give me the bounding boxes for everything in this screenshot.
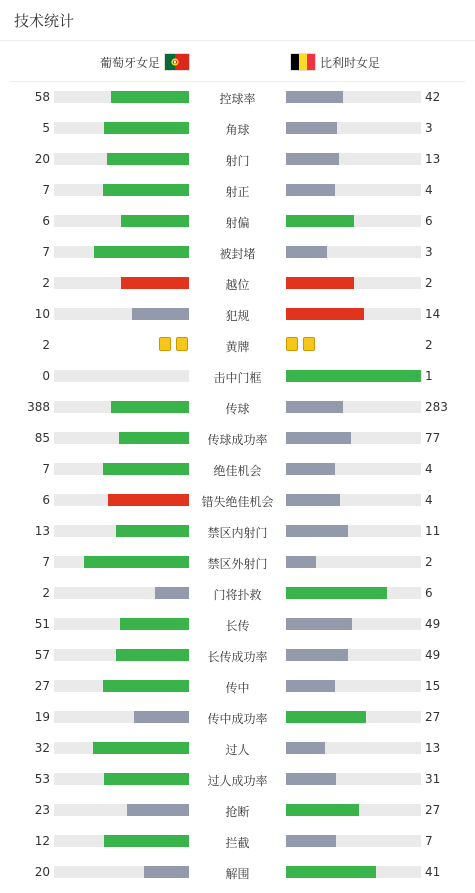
home-value: 7 (42, 245, 50, 259)
stat-row (0, 800, 475, 831)
home-bar-track (54, 835, 189, 847)
home-bar (111, 91, 189, 103)
home-bar-track (54, 742, 189, 754)
away-yellow-cards (286, 337, 315, 351)
stat-row (0, 273, 475, 304)
home-bar (107, 153, 189, 165)
home-value: 27 (34, 679, 50, 693)
stat-label: 射正 (225, 185, 250, 199)
away-bar (286, 308, 364, 320)
away-bar (286, 680, 335, 692)
home-bar (104, 773, 189, 785)
stat-label: 绝佳机会 (213, 464, 262, 478)
stat-label: 解围 (225, 867, 250, 881)
home-bar (127, 804, 189, 816)
home-bar-track (54, 587, 189, 599)
away-bar-track (286, 525, 421, 537)
stat-row (0, 335, 475, 366)
home-value: 2 (42, 276, 50, 290)
away-bar (286, 618, 352, 630)
stat-label: 拦截 (225, 836, 250, 850)
home-bar (104, 122, 189, 134)
home-bar-track (54, 246, 189, 258)
home-bar-track (54, 618, 189, 630)
stat-label: 禁区外射门 (207, 557, 268, 571)
away-bar-track (286, 680, 421, 692)
home-bar (94, 246, 189, 258)
away-value: 4 (425, 462, 433, 476)
team-header (0, 41, 475, 81)
home-team-name: 葡萄牙女足 (99, 55, 160, 70)
away-value: 14 (425, 307, 441, 321)
home-value: 57 (34, 648, 50, 662)
away-value: 13 (425, 152, 441, 166)
away-bar-track (286, 122, 421, 134)
away-bar (286, 370, 421, 382)
home-bar-track (54, 401, 189, 413)
away-value: 6 (425, 214, 433, 228)
home-bar (104, 835, 189, 847)
home-bar (93, 742, 189, 754)
stat-label: 控球率 (219, 92, 256, 106)
home-bar (108, 494, 189, 506)
away-bar-track (286, 370, 421, 382)
away-value: 2 (425, 276, 433, 290)
away-value: 41 (425, 865, 441, 879)
away-bar-track (286, 804, 421, 816)
home-value: 6 (42, 493, 50, 507)
away-bar-track (286, 215, 421, 227)
away-bar (286, 184, 335, 196)
home-bar (103, 680, 189, 692)
away-bar (286, 866, 376, 878)
home-bar (120, 618, 189, 630)
home-value: 6 (42, 214, 50, 228)
yellow-card-icon (303, 337, 315, 351)
stat-label: 禁区内射门 (207, 526, 268, 540)
away-bar (286, 401, 343, 413)
home-value: 7 (42, 183, 50, 197)
yellow-card-icon (176, 337, 188, 351)
stat-row (0, 614, 475, 645)
away-bar (286, 463, 335, 475)
stat-label: 被封堵 (219, 247, 256, 261)
away-value: 3 (425, 245, 433, 259)
home-value: 0 (42, 369, 50, 383)
home-value: 388 (27, 400, 50, 414)
page-title: 技术统计 (14, 12, 75, 30)
away-value: 49 (425, 617, 441, 631)
stat-label: 长传 (225, 619, 250, 633)
home-bar-track (54, 866, 189, 878)
away-bar (286, 246, 327, 258)
stat-label: 过人成功率 (207, 774, 268, 788)
stat-row (0, 242, 475, 273)
home-value: 85 (34, 431, 50, 445)
home-bar-track (54, 153, 189, 165)
stat-label: 犯规 (225, 309, 250, 323)
home-bar-track (54, 432, 189, 444)
belgium-flag-icon (290, 53, 316, 71)
home-bar-track (54, 773, 189, 785)
away-bar (286, 215, 354, 227)
home-bar-track (54, 556, 189, 568)
home-value: 7 (42, 462, 50, 476)
home-value: 58 (34, 90, 50, 104)
home-value: 51 (34, 617, 50, 631)
away-bar (286, 525, 348, 537)
stat-row (0, 862, 475, 893)
home-bar-track (54, 122, 189, 134)
away-value: 1 (425, 369, 433, 383)
yellow-card-icon (159, 337, 171, 351)
stat-label: 过人 (225, 743, 250, 757)
away-bar-track (286, 308, 421, 320)
home-bar (103, 184, 189, 196)
home-bar (144, 866, 189, 878)
home-bar-track (54, 308, 189, 320)
stat-label: 击中门框 (213, 371, 262, 385)
stat-row (0, 831, 475, 862)
home-value: 23 (34, 803, 50, 817)
stat-label: 传中成功率 (207, 712, 268, 726)
home-bar (119, 432, 189, 444)
home-bar (121, 215, 189, 227)
home-bar-track (54, 277, 189, 289)
home-value: 20 (34, 152, 50, 166)
home-value: 10 (34, 307, 50, 321)
stat-row (0, 645, 475, 676)
home-bar (116, 649, 189, 661)
away-bar (286, 122, 337, 134)
home-bar (134, 711, 189, 723)
stat-row (0, 707, 475, 738)
away-bar (286, 835, 336, 847)
away-bar (286, 153, 339, 165)
home-value: 20 (34, 865, 50, 879)
home-bar (84, 556, 189, 568)
away-value: 49 (425, 648, 441, 662)
away-bar (286, 711, 366, 723)
away-value: 77 (425, 431, 441, 445)
away-bar (286, 587, 387, 599)
away-bar-track (286, 463, 421, 475)
home-bar-track (54, 804, 189, 816)
away-bar (286, 277, 354, 289)
stat-row (0, 583, 475, 614)
away-bar-track (286, 587, 421, 599)
home-bar-track (54, 370, 189, 382)
home-bar-track (54, 463, 189, 475)
stat-row (0, 769, 475, 800)
stat-row (0, 521, 475, 552)
home-value: 32 (34, 741, 50, 755)
stat-label: 黄牌 (225, 340, 250, 354)
home-bar (121, 277, 189, 289)
home-team[interactable] (100, 53, 190, 71)
home-bar-track (54, 525, 189, 537)
away-bar-track (286, 773, 421, 785)
home-bar-track (54, 649, 189, 661)
home-bar (111, 401, 189, 413)
stat-label: 传球 (225, 402, 250, 416)
away-value: 11 (425, 524, 441, 538)
yellow-card-icon (286, 337, 298, 351)
stat-row (0, 211, 475, 242)
away-bar-track (286, 246, 421, 258)
home-value: 5 (42, 121, 50, 135)
away-value: 42 (425, 90, 441, 104)
stat-row (0, 304, 475, 335)
home-value: 53 (34, 772, 50, 786)
away-bar-track (286, 432, 421, 444)
home-bar-track (54, 711, 189, 723)
stat-row (0, 459, 475, 490)
away-bar (286, 556, 316, 568)
stat-label: 角球 (225, 123, 250, 137)
home-value: 2 (42, 586, 50, 600)
home-bar (116, 525, 189, 537)
away-team-name: 比利时女足 (320, 55, 381, 70)
stat-label: 门将扑救 (213, 588, 262, 602)
stat-row (0, 676, 475, 707)
away-bar (286, 494, 340, 506)
stat-row (0, 149, 475, 180)
stat-row (0, 428, 475, 459)
away-bar-track (286, 277, 421, 289)
away-value: 27 (425, 803, 441, 817)
away-bar-track (286, 184, 421, 196)
home-bar (103, 463, 189, 475)
home-value: 12 (34, 834, 50, 848)
stat-row (0, 118, 475, 149)
away-bar-track (286, 91, 421, 103)
away-team[interactable] (290, 53, 380, 71)
home-bar-track (54, 680, 189, 692)
away-bar (286, 432, 351, 444)
stat-row (0, 490, 475, 521)
away-bar (286, 742, 325, 754)
away-bar (286, 91, 343, 103)
away-bar-track (286, 742, 421, 754)
away-value: 15 (425, 679, 441, 693)
stat-row (0, 738, 475, 769)
away-value: 27 (425, 710, 441, 724)
away-value: 283 (425, 400, 448, 414)
away-bar (286, 649, 348, 661)
stat-label: 长传成功率 (207, 650, 268, 664)
stat-label: 传中 (225, 681, 250, 695)
stat-label: 射门 (225, 154, 250, 168)
away-bar (286, 773, 336, 785)
home-bar (155, 587, 189, 599)
stat-row (0, 180, 475, 211)
home-value: 13 (34, 524, 50, 538)
stat-label: 抢断 (225, 805, 250, 819)
away-value: 2 (425, 338, 433, 352)
portugal-flag-icon (164, 53, 190, 71)
away-bar-track (286, 618, 421, 630)
away-bar-track (286, 494, 421, 506)
stat-label: 射偏 (225, 216, 250, 230)
away-bar-track (286, 401, 421, 413)
stat-row (0, 87, 475, 118)
away-value: 3 (425, 121, 433, 135)
stat-label: 越位 (225, 278, 250, 292)
away-bar-track (286, 835, 421, 847)
away-value: 2 (425, 555, 433, 569)
stat-row (0, 366, 475, 397)
away-bar (286, 804, 359, 816)
stat-row (0, 397, 475, 428)
away-bar-track (286, 153, 421, 165)
stat-row (0, 552, 475, 583)
stat-label: 错失绝佳机会 (201, 495, 274, 509)
home-bar-track (54, 91, 189, 103)
away-value: 6 (425, 586, 433, 600)
away-value: 13 (425, 741, 441, 755)
away-value: 4 (425, 183, 433, 197)
home-bar (132, 308, 189, 320)
home-yellow-cards (159, 337, 188, 351)
home-bar-track (54, 184, 189, 196)
home-value: 19 (34, 710, 50, 724)
home-bar-track (54, 494, 189, 506)
away-bar-track (286, 556, 421, 568)
home-bar-track (54, 215, 189, 227)
away-value: 7 (425, 834, 433, 848)
stats-table (0, 87, 475, 893)
away-bar-track (286, 866, 421, 878)
header-divider (10, 81, 465, 82)
away-value: 31 (425, 772, 441, 786)
home-value: 2 (42, 338, 50, 352)
stat-label: 传球成功率 (207, 433, 268, 447)
away-bar-track (286, 649, 421, 661)
home-value: 7 (42, 555, 50, 569)
away-value: 4 (425, 493, 433, 507)
away-bar-track (286, 711, 421, 723)
